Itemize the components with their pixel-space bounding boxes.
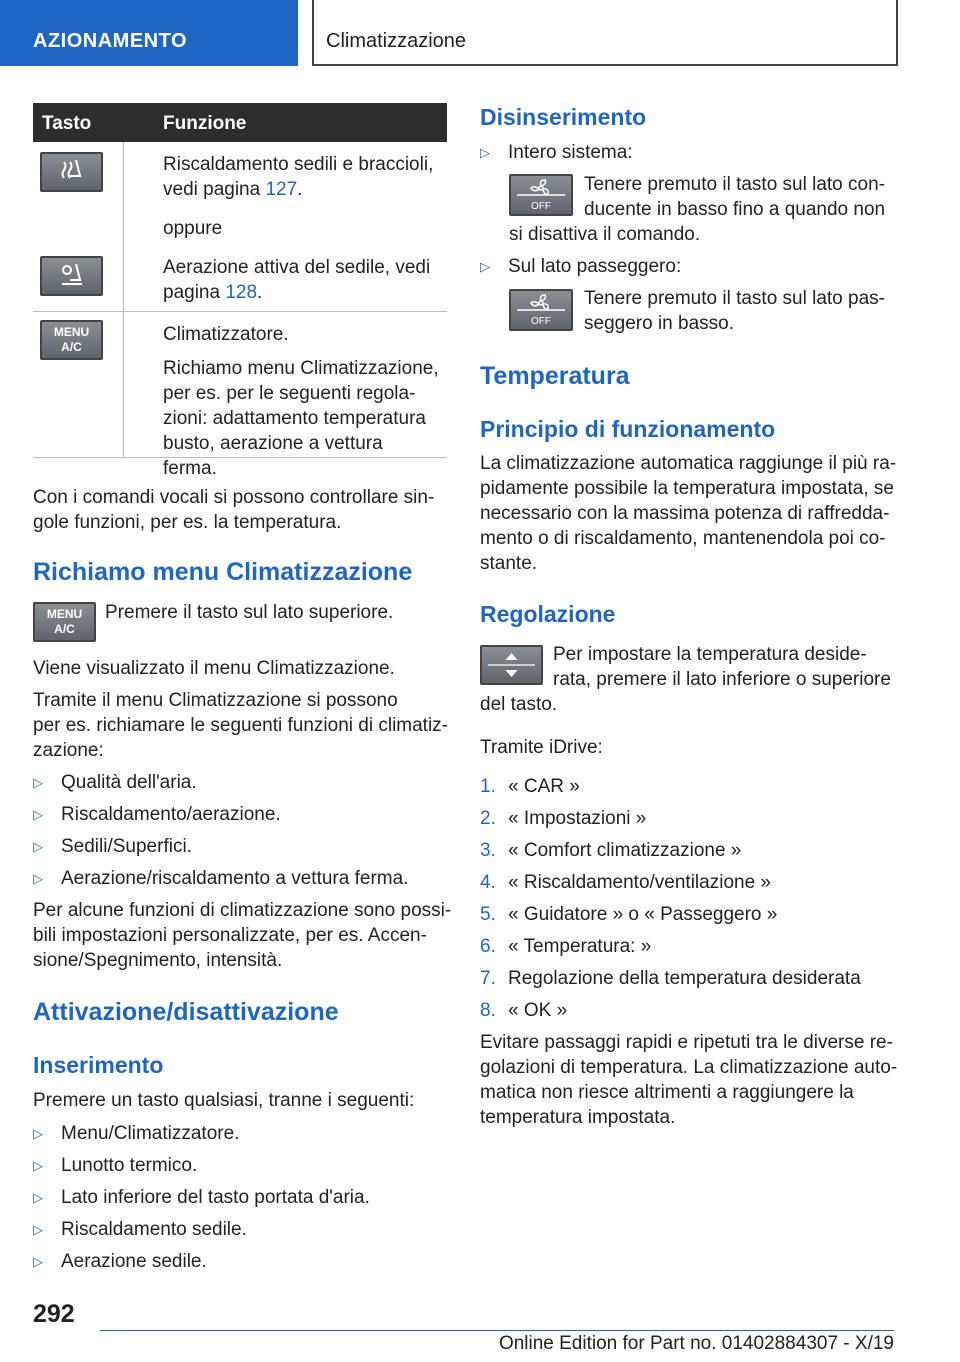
menu-ac-button-icon bbox=[33, 602, 96, 642]
seat-ventilation-button-icon bbox=[40, 256, 103, 296]
svg-text:OFF: OFF bbox=[531, 201, 551, 212]
row-text-or: oppure bbox=[163, 218, 223, 239]
heading-inserimento: Inserimento bbox=[33, 1052, 164, 1078]
triangle-bullet-icon: ▷ bbox=[33, 871, 43, 886]
heading-attivazione: Attivazione/disattivazione bbox=[33, 998, 339, 1026]
richiamo-text: Premere il tasto sul lato superiore. bbox=[105, 602, 394, 623]
triangle-bullet-icon: ▷ bbox=[480, 259, 490, 274]
triangle-bullet-icon: ▷ bbox=[480, 145, 490, 160]
triangle-bullet-icon: ▷ bbox=[33, 1254, 43, 1269]
section-tab bbox=[0, 0, 298, 66]
paragraph: Evitare passaggi rapidi e ripetuti tra le diverse re- golazioni di temperatura. La climatizzazione auto- matica non riesce altrimenti a raggiungere la temperatura impostata. bbox=[480, 1032, 898, 1128]
paragraph: del tasto. bbox=[480, 694, 558, 715]
triangle-bullet-icon: ▷ bbox=[33, 775, 43, 790]
row-text: Riscaldamento sedili e braccioli, vedi pagina 127. bbox=[163, 154, 434, 200]
heading-richiamo: Richiamo menu Climatizzazione bbox=[33, 558, 413, 586]
triangle-bullet-icon: ▷ bbox=[33, 1158, 43, 1173]
fan-off-button-icon bbox=[509, 174, 573, 216]
triangle-bullet-icon: ▷ bbox=[33, 1126, 43, 1141]
paragraph: Viene visualizzato il menu Climatizzazione. bbox=[33, 658, 395, 679]
button-label: A/C bbox=[61, 340, 82, 354]
heading-disinserimento: Disinserimento bbox=[480, 104, 647, 130]
footer-edition: Online Edition for Part no. 01402884307 - X/19 bbox=[498, 1333, 894, 1354]
row-text: Richiamo menu Climatizzazione, per es. per le seguenti regola-zioni: adattamento temperatura busto, aerazione a vettura ferma. bbox=[163, 358, 439, 479]
triangle-bullet-icon: ▷ bbox=[33, 839, 43, 854]
heading-regolazione: Regolazione bbox=[480, 601, 616, 627]
footer-divider bbox=[100, 1330, 894, 1331]
fan-off-button-icon bbox=[509, 289, 573, 331]
page-link[interactable]: 127 bbox=[265, 179, 298, 200]
menu-ac-button-icon bbox=[40, 320, 103, 360]
intro-text: Con i comandi vocali si possono controllare sin- gole funzioni, per es. la temperatura. bbox=[33, 487, 435, 533]
table-col-key: Tasto bbox=[42, 113, 92, 134]
triangle-bullet-icon: ▷ bbox=[33, 1190, 43, 1205]
row-text: Aerazione attiva del sedile, vedi pagina 128. bbox=[163, 257, 431, 303]
paragraph: Per impostare la temperatura deside- rata, premere il lato inferiore o superiore bbox=[553, 644, 891, 690]
paragraph: La climatizzazione automatica raggiunge il più ra- pidamente possibile la temperatura impostata, se necessario con la massima potenza di raffredda- mento o di riscaldamento, mantenendola poi co- stante. bbox=[480, 453, 897, 574]
seat-heating-button-icon bbox=[40, 152, 103, 192]
triangle-bullet-icon: ▷ bbox=[33, 1222, 43, 1237]
paragraph: Tramite il menu Climatizzazione si possono per es. richiamare le seguenti funzioni di climatiz- zazione: bbox=[33, 690, 449, 761]
button-label: A/C bbox=[54, 622, 75, 636]
paragraph: Tramite iDrive: bbox=[480, 737, 603, 758]
paragraph: Tenere premuto il tasto sul lato pas- seggero in basso. bbox=[584, 288, 885, 334]
button-label: MENU bbox=[53, 325, 90, 339]
paragraph: si disattiva il comando. bbox=[509, 224, 701, 245]
row-text: Climatizzatore. bbox=[163, 324, 289, 345]
chapter-tab bbox=[312, 0, 898, 66]
table-col-function: Funzione bbox=[163, 113, 247, 134]
paragraph: Premere un tasto qualsiasi, tranne i seguenti: bbox=[33, 1090, 415, 1111]
temperature-button-icon bbox=[480, 645, 543, 685]
chapter-title: Climatizzazione bbox=[326, 30, 467, 52]
table-divider bbox=[123, 142, 124, 457]
paragraph: Tenere premuto il tasto sul lato con- ducente in basso fino a quando non bbox=[584, 174, 886, 220]
heading-temperatura: Temperatura bbox=[480, 362, 630, 390]
page-link[interactable]: 128 bbox=[225, 282, 258, 303]
section-title: AZIONAMENTO bbox=[33, 30, 188, 52]
paragraph: Per alcune funzioni di climatizzazione sono possi- bili impostazioni personalizzate, per es. Accen- sione/Spegnimento, intensità. bbox=[33, 900, 452, 971]
svg-text:OFF: OFF bbox=[531, 316, 551, 327]
table-header bbox=[33, 103, 447, 142]
button-label: MENU bbox=[46, 607, 83, 621]
page-number: 292 bbox=[33, 1300, 75, 1328]
heading-principio: Principio di funzionamento bbox=[480, 416, 776, 442]
triangle-bullet-icon: ▷ bbox=[33, 807, 43, 822]
